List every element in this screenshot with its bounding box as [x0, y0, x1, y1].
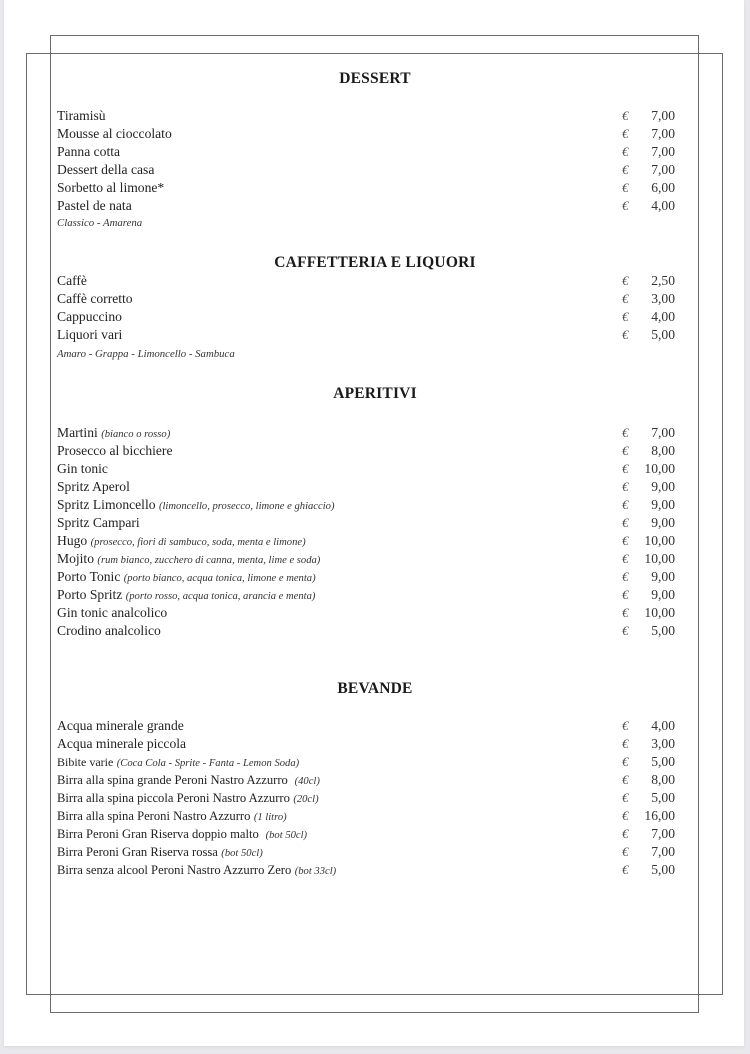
item-price: 16,00 — [644, 808, 675, 823]
item-price: 3,00 — [651, 736, 675, 751]
euro-icon: € — [622, 309, 629, 324]
item-note: (prosecco, fiori di sambuco, soda, menta e limone) — [90, 537, 306, 548]
item-subnote: Amaro - Grappa - Limoncello - Sambuca — [57, 348, 235, 360]
item-price: 7,00 — [651, 425, 675, 440]
item-name: Bibite varie — [57, 755, 114, 769]
item-note: (rum bianco, zucchero di canna, menta, lime e soda) — [97, 555, 321, 566]
euro-icon: € — [622, 718, 629, 733]
menu-item — [57, 789, 677, 807]
item-note: (1 litro) — [253, 812, 287, 823]
menu-item — [57, 424, 677, 442]
menu-item — [57, 460, 677, 478]
menu-item — [57, 272, 677, 290]
menu-item — [57, 442, 677, 460]
euro-icon: € — [622, 862, 629, 877]
item-price: 10,00 — [644, 551, 675, 566]
euro-icon: € — [622, 108, 629, 123]
euro-icon: € — [622, 497, 629, 512]
item-name: Liquori vari — [57, 327, 123, 342]
item-name: Pastel de nata — [57, 198, 132, 213]
item-price: 4,00 — [651, 718, 675, 733]
euro-icon: € — [622, 605, 629, 620]
item-price: 5,00 — [651, 790, 675, 805]
item-price: 3,00 — [651, 291, 675, 306]
section-title-aperitivi: APERITIVI — [333, 385, 417, 402]
item-price: 4,00 — [651, 309, 675, 324]
item-name: Tiramisù — [57, 108, 106, 123]
menu-item — [57, 753, 677, 771]
item-name: Acqua minerale piccola — [57, 736, 187, 751]
item-name: Birra alla spina Peroni Nastro Azzurro — [57, 809, 251, 823]
item-subnote: Classico - Amarena — [57, 217, 143, 229]
item-name: Mousse al cioccolato — [57, 126, 172, 141]
menu-item — [57, 125, 677, 143]
euro-icon: € — [622, 736, 629, 751]
item-note: (limoncello, prosecco, limone e ghiaccio) — [158, 501, 335, 512]
item-name: Porto Spritz — [57, 587, 123, 602]
euro-icon: € — [622, 461, 629, 476]
section-title-caffetteria: CAFFETTERIA E LIQUORI — [274, 254, 476, 271]
menu-item — [57, 586, 677, 604]
item-name: Panna cotta — [57, 144, 121, 159]
item-note: (bot 50cl) — [265, 830, 308, 841]
euro-icon: € — [622, 808, 629, 823]
item-price: 9,00 — [651, 479, 675, 494]
item-price: 10,00 — [644, 605, 675, 620]
item-price: 2,50 — [651, 273, 675, 288]
euro-icon: € — [622, 515, 629, 530]
section-title-bevande: BEVANDE — [337, 680, 413, 697]
menu-item — [57, 568, 677, 586]
item-note: (40cl) — [294, 776, 320, 787]
menu-item — [57, 514, 677, 532]
euro-icon: € — [622, 273, 629, 288]
menu-item — [57, 604, 677, 622]
item-price: 6,00 — [651, 180, 675, 195]
menu-item — [57, 550, 677, 568]
item-price: 9,00 — [651, 569, 675, 584]
item-price: 9,00 — [651, 497, 675, 512]
item-name: Porto Tonic — [57, 569, 121, 584]
item-name: Cappuccino — [57, 309, 122, 324]
item-name: Dessert della casa — [57, 162, 155, 177]
menu-item — [57, 107, 677, 125]
item-name: Caffè — [57, 273, 87, 288]
euro-icon: € — [622, 754, 629, 769]
item-price: 7,00 — [651, 162, 675, 177]
item-name: Spritz Limoncello — [57, 497, 156, 512]
menu-item — [57, 161, 677, 179]
item-note: (porto rosso, acqua tonica, arancia e menta) — [125, 591, 316, 602]
item-note: (porto bianco, acqua tonica, limone e menta) — [123, 573, 316, 584]
menu-item — [57, 717, 677, 735]
item-name: Spritz Aperol — [57, 479, 130, 494]
item-name: Birra Peroni Gran Riserva doppio malto — [57, 827, 259, 841]
item-price: 5,00 — [651, 623, 675, 638]
item-name: Gin tonic analcolico — [57, 605, 168, 620]
item-price: 8,00 — [651, 772, 675, 787]
euro-icon: € — [622, 144, 629, 159]
menu-item — [57, 807, 677, 825]
menu-item — [57, 290, 677, 308]
euro-icon: € — [622, 587, 629, 602]
item-note: (20cl) — [293, 794, 319, 805]
item-name: Birra senza alcool Peroni Nastro Azzurro Zero — [57, 863, 292, 877]
item-note: (Coca Cola - Sprite - Fanta - Lemon Soda) — [116, 758, 300, 769]
menu-item — [57, 179, 677, 197]
item-name: Birra alla spina grande Peroni Nastro Azzurro — [57, 773, 288, 787]
item-price: 5,00 — [651, 862, 675, 877]
menu-item — [57, 532, 677, 550]
euro-icon: € — [622, 479, 629, 494]
item-name: Martini — [57, 425, 98, 440]
euro-icon: € — [622, 772, 629, 787]
menu-item — [57, 825, 677, 843]
item-price: 5,00 — [651, 754, 675, 769]
menu-item — [57, 735, 677, 753]
item-price: 5,00 — [651, 327, 675, 342]
item-name: Acqua minerale grande — [57, 718, 184, 733]
euro-icon: € — [622, 790, 629, 805]
euro-icon: € — [622, 198, 629, 213]
menu-item — [57, 843, 677, 861]
item-note: (bot 50cl) — [221, 848, 263, 859]
menu-item — [57, 143, 677, 161]
item-price: 7,00 — [651, 126, 675, 141]
item-price: 7,00 — [651, 108, 675, 123]
item-note: (bot 33cl) — [294, 866, 337, 877]
euro-icon: € — [622, 826, 629, 841]
euro-icon: € — [622, 551, 629, 566]
euro-icon: € — [622, 623, 629, 638]
euro-icon: € — [622, 180, 629, 195]
item-price: 9,00 — [651, 587, 675, 602]
item-note: (bianco o rosso) — [101, 429, 171, 440]
euro-icon: € — [622, 425, 629, 440]
item-price: 9,00 — [651, 515, 675, 530]
menu-item — [57, 326, 677, 344]
menu-item — [57, 478, 677, 496]
euro-icon: € — [622, 533, 629, 548]
section-title-dessert: DESSERT — [339, 70, 411, 87]
item-price: 7,00 — [651, 144, 675, 159]
item-name: Caffè corretto — [57, 291, 133, 306]
item-name: Birra Peroni Gran Riserva rossa — [57, 845, 218, 859]
item-name: Birra alla spina piccola Peroni Nastro Azzurro — [57, 791, 290, 805]
item-name: Gin tonic — [57, 461, 108, 476]
item-name: Spritz Campari — [57, 515, 140, 530]
item-price: 7,00 — [651, 826, 675, 841]
euro-icon: € — [622, 126, 629, 141]
euro-icon: € — [622, 443, 629, 458]
menu-item — [57, 622, 677, 640]
item-price: 4,00 — [651, 198, 675, 213]
item-price: 10,00 — [644, 533, 675, 548]
menu-item — [57, 861, 677, 879]
item-name: Crodino analcolico — [57, 623, 161, 638]
item-price: 10,00 — [644, 461, 675, 476]
euro-icon: € — [622, 327, 629, 342]
menu-item — [57, 308, 677, 326]
euro-icon: € — [622, 569, 629, 584]
euro-icon: € — [622, 162, 629, 177]
item-price: 8,00 — [651, 443, 675, 458]
menu-item — [57, 771, 677, 789]
item-name: Mojito — [57, 551, 95, 566]
item-name: Sorbetto al limone* — [57, 180, 165, 195]
euro-icon: € — [622, 291, 629, 306]
menu-item — [57, 197, 677, 215]
euro-icon: € — [622, 844, 629, 859]
item-name: Prosecco al bicchiere — [57, 443, 173, 458]
item-price: 7,00 — [651, 844, 675, 859]
menu-item — [57, 496, 677, 514]
item-name: Hugo — [57, 533, 88, 548]
